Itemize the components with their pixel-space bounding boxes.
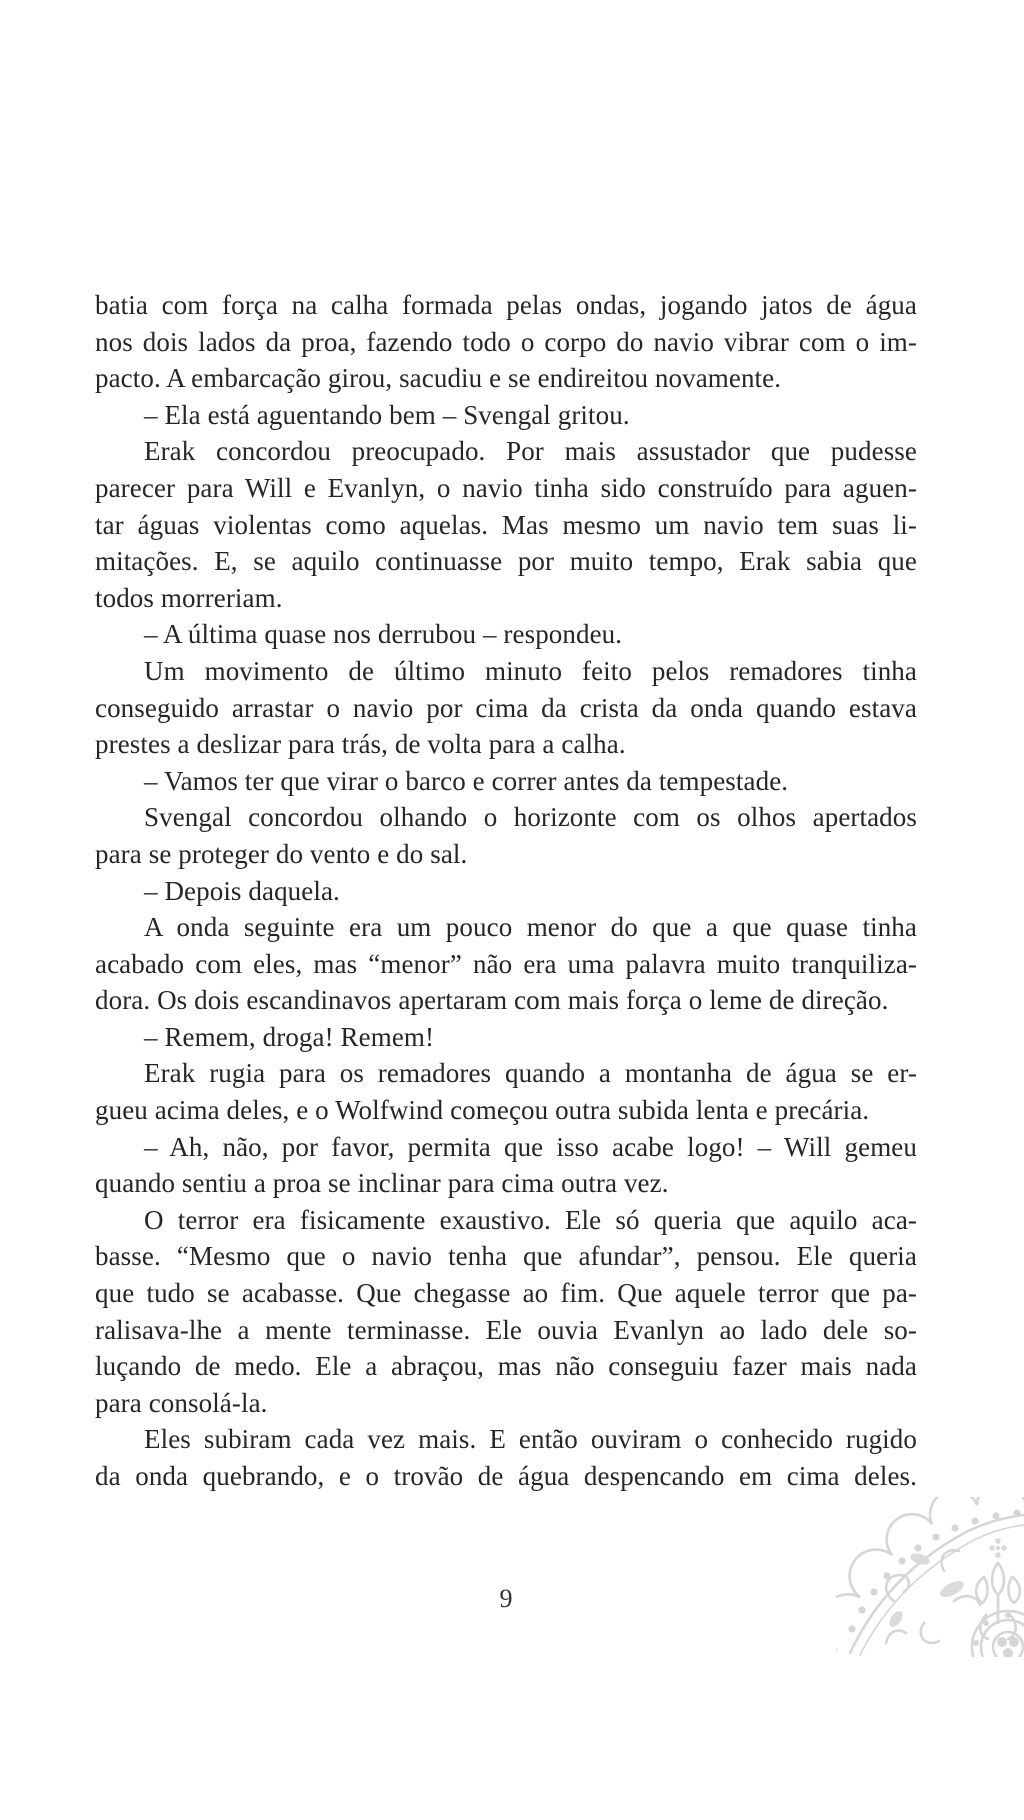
text-line: da onda quebrando, e o trovão de água despencando em cima deles. <box>95 1461 917 1491</box>
floral-ornament-icon <box>836 1497 1024 1657</box>
corner-ornament <box>836 1497 1024 1657</box>
text-line: ralisava-lhe a mente terminasse. Ele ouvia Evanlyn ao lado dele so- <box>95 1314 917 1345</box>
text-line: O terror era fisicamente exaustivo. Ele só queria que aquilo aca- <box>144 1204 917 1235</box>
text-line: – Remem, droga! Remem! <box>144 1021 435 1052</box>
text-line: prestes a deslizar para trás, de volta para a calha. <box>95 729 626 760</box>
text-line: todos morreriam. <box>95 582 283 613</box>
text-line: A onda seguinte era um pouco menor do que a que quase tinha <box>144 912 917 943</box>
text-line: mitações. E, se aquilo continuasse por muito tempo, Erak sabia que <box>95 546 917 577</box>
page-text <box>95 287 917 1495</box>
text-line: Svengal concordou olhando o horizonte com os olhos apertados <box>144 802 917 833</box>
text-line: acabado com eles, mas “menor” não era uma palavra muito tranquiliza- <box>95 948 917 979</box>
text-line: gueu acima deles, e o Wolfwind começou outra subida lenta e precária. <box>95 1095 870 1126</box>
text-line: Um movimento de último minuto feito pelos remadores tinha <box>144 655 917 686</box>
text-line: – Depois daquela. <box>144 875 340 906</box>
text-line: pacto. A embarcação girou, sacudiu e se endireitou novamente. <box>95 363 782 394</box>
text-line: Eles subiram cada vez mais. E então ouviram o conhecido rugido <box>144 1424 917 1455</box>
text-line: nos dois lados da proa, fazendo todo o corpo do navio vibrar com o im- <box>95 326 917 357</box>
text-line: – Ah, não, por favor, permita que isso acabe logo! – Will gemeu <box>144 1131 917 1162</box>
text-line: luçando de medo. Ele a abraçou, mas não conseguiu fazer mais nada <box>95 1351 917 1382</box>
text-line: conseguido arrastar o navio por cima da crista da onda quando estava <box>95 692 917 723</box>
text-line: Erak rugia para os remadores quando a montanha de água se er- <box>144 1058 917 1089</box>
text-line: basse. “Mesmo que o navio tenha que afundar”, pensou. Ele queria <box>95 1241 917 1272</box>
text-line: tar águas violentas como aquelas. Mas mesmo um navio tem suas li- <box>95 509 917 540</box>
text-line: batia com força na calha formada pelas ondas, jogando jatos de água <box>95 290 917 320</box>
text-line: parecer para Will e Evanlyn, o navio tinha sido construído para aguen- <box>95 472 917 503</box>
page-number: 9 <box>499 1584 513 1613</box>
text-line: para consolá-la. <box>95 1387 268 1418</box>
text-line: quando sentiu a proa se inclinar para cima outra vez. <box>95 1168 669 1199</box>
text-line: Erak concordou preocupado. Por mais assustador que pudesse <box>144 436 917 467</box>
text-line: – Vamos ter que virar o barco e correr antes da tempestade. <box>144 765 789 796</box>
text-line: – A última quase nos derrubou – respondeu. <box>144 619 623 650</box>
text-line: que tudo se acabasse. Que chegasse ao fim. Que aquele terror que pa- <box>95 1278 917 1309</box>
text-line: para se proteger do vento e do sal. <box>95 838 468 869</box>
text-line: dora. Os dois escandinavos apertaram com mais força o leme de direção. <box>95 985 889 1016</box>
text-line: – Ela está aguentando bem – Svengal gritou. <box>144 399 630 430</box>
